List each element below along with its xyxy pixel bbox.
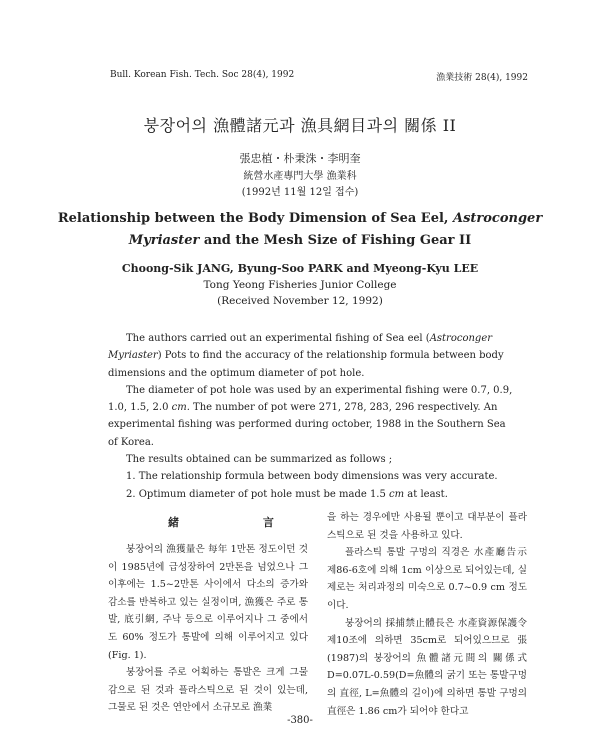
abstract-list-item: 1. The relationship formula between body dimensions was very accurate. [126, 471, 498, 483]
english-received-date: (Received November 12, 1992) [217, 295, 383, 307]
english-affiliation: Tong Yeong Fisheries Junior College [203, 279, 397, 291]
species-genus: Astroconger [452, 211, 543, 226]
abstract-text: . The number of pot were 271, 278, 283, 296 respectively. An experimental fishing was performed during october, 1988 in the Southern Sea of Korea. [108, 402, 506, 448]
body-paragraph: 을 하는 경우에만 사용될 뿐이고 대부분이 플라스틱으로 된 것을 사용하고 있다. [327, 512, 527, 541]
abstract-text: 2. Optimum diameter of pot hole must be made 1.5 [126, 488, 390, 500]
abstract-paragraph [108, 330, 518, 382]
unit: cm [389, 488, 405, 500]
body-paragraph: 붕장어를 주로 어획하는 통발은 크게 그물감으로 된 것과 플라스틱으로 된 것이 있는데, 그물로 된 것은 연안에서 소규모로 漁業 [108, 667, 308, 714]
body-paragraph: 플라스틱 통발 구멍의 직경은 水產廳告示 제86-6호에 의해 1cm 이상으로 되어있는데, 실제로는 처리과정의 미숙으로 0.7~0.9 cm 정도이다. [327, 547, 527, 611]
korean-authors: 張忠植・朴秉洙・李明奎 [239, 152, 361, 165]
page-number: -380- [287, 715, 313, 726]
species-epithet: Myriaster [128, 233, 200, 248]
english-title-part: Relationship between the Body Dimension of Sea Eel, [57, 211, 453, 226]
abstract-list-item [108, 486, 518, 503]
body-paragraph: 붕장어의 採捕禁止體長은 水產資源保護令 제10조에 의하면 35cm로 되어있으므로 張(1987)의 붕장어의 魚體諸元間의 關係式 D=0.07L-0.59(D=魚體의 굵기 또는 통발구멍의 直徑, L=魚體의 길이)에 의하면 통발 구멍의 直徑은 1.86 cm가 되어야 한다고 [327, 617, 527, 717]
abstract-text: ) Pots to find the accuracy of the relationship formula between body dimensions and the optimum diameter of pot hole. [108, 350, 504, 379]
right-column [327, 509, 527, 720]
abstract-text: The authors carried out an experimental fishing of Sea eel ( [126, 333, 430, 344]
journal-citation-right: 漁業技術 28(4), 1992 [436, 73, 528, 83]
journal-citation-left: Bull. Korean Fish. Tech. Soc 28(4), 1992 [110, 70, 295, 80]
unit: cm [171, 402, 187, 414]
english-authors: Choong-Sik JANG, Byung-Soo PARK and Myeong-Kyu LEE [121, 262, 479, 275]
left-column [108, 541, 308, 717]
body-paragraph: 붕장어의 漁獲量은 每年 1만톤 정도이던 것이 1985년에 급성장하여 2만톤을 넘었으나 그 이후에는 1.5~2만톤 사이에서 다소의 증가와 감소를 반복하고 있는 실정이며, 漁獲은 주로 통발, 底引網, 주낙 등으로 이루어지나 그 중에서도 60% 정도가 통발에 의해 이루어지고 있다(Fig. 1). [108, 544, 308, 661]
abstract-paragraph [108, 382, 518, 451]
korean-received-date: (1992년 11월 12일 접수) [241, 187, 359, 198]
section-heading-introduction: 緒 言 [168, 516, 314, 529]
korean-affiliation: 統營水產專門大學 漁業科 [243, 171, 357, 182]
species-name: Astroconger Myriaster [108, 333, 493, 362]
english-title [0, 208, 600, 252]
abstract-text: The diameter of pot hole was used by an experimental fishing were 0.7, 0.9, 1.0, 1.5, 2.0 [108, 384, 513, 414]
english-title-part: and the Mesh Size of Fishing Gear II [199, 233, 472, 248]
abstract-paragraph: The results obtained can be summarized as follows ; [126, 454, 393, 466]
abstract-text: at least. [404, 488, 448, 500]
korean-title: 붕장어의 漁體諸元과 漁具網目과의 關係 II [143, 116, 457, 135]
abstract [108, 330, 518, 503]
